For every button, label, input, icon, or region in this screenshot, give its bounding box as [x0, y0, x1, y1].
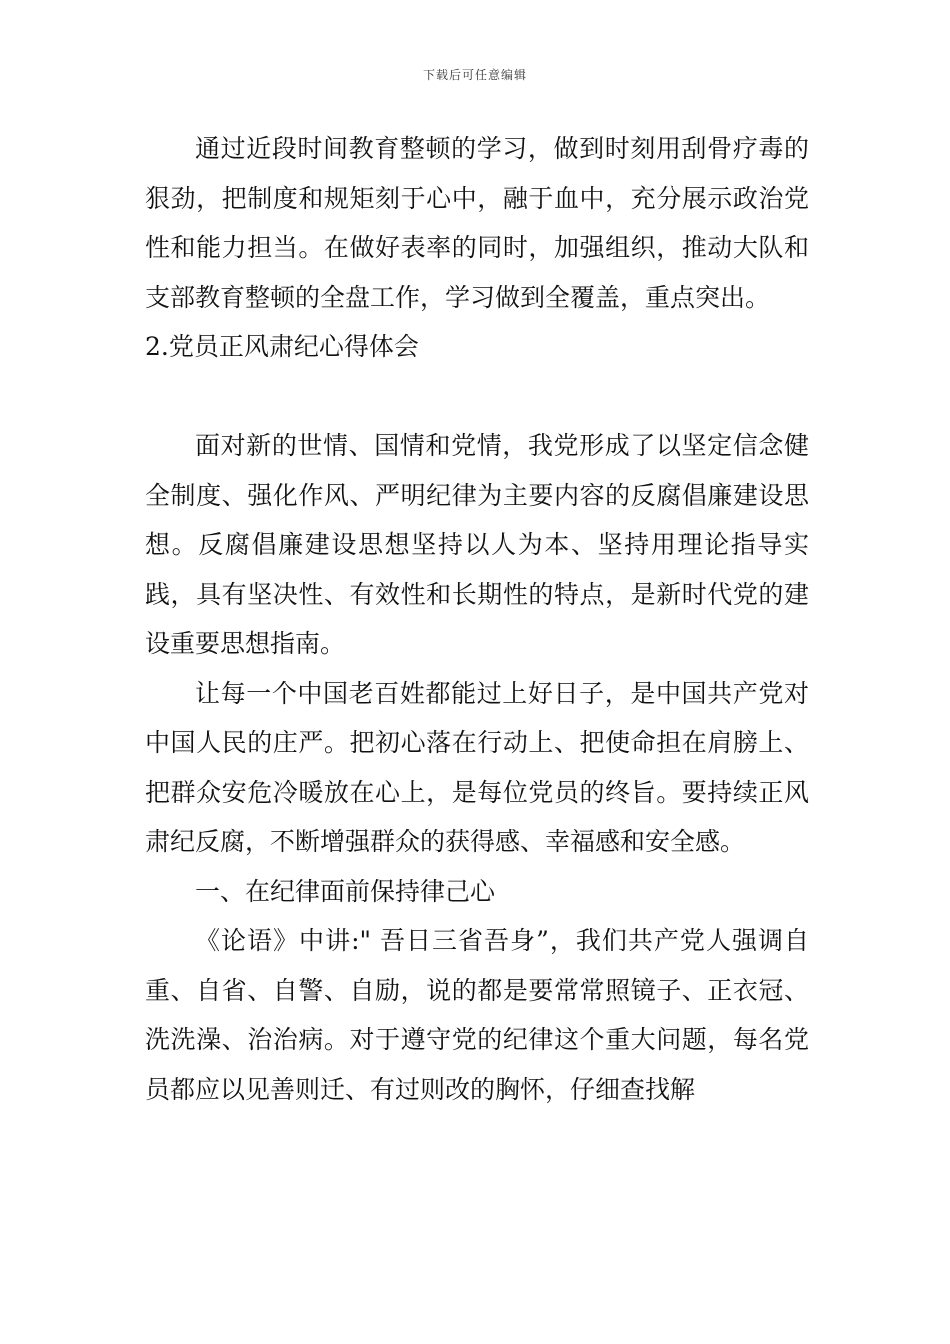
page-header-note: 下载后可任意编辑 — [422, 68, 527, 82]
subheading: 一、在纪律面前保持律己心 — [195, 876, 496, 906]
blank-line — [145, 372, 809, 422]
document-body — [145, 124, 809, 1114]
paragraph-2: 面对新的世情、国情和党情，我党形成了以坚定信念健全制度、强化作风、严明纪律为主要内容的反腐倡廉建设思想。反腐倡廉建设思想坚持以人为本、坚持用理论指导实践，具有坚决性、有效性和长期性的特点，是新时代党的建设重要思想指南。 — [145, 431, 809, 658]
paragraph-3: 让每一个中国老百姓都能过上好日子，是中国共产党对中国人民的庄严。把初心落在行动上、把使命担在肩膀上、把群众安危冷暖放在心上，是每位党员的终旨。要持续正风肃纪反腐，不断增强群众的获得感、幸福感和安全感。 — [145, 678, 809, 856]
paragraph-4: 《论语》中讲:" 吾日三省吾身”，我们共产党人强调自重、自省、自警、自励，说的都是要常常照镜子、正衣冠、洗洗澡、治治病。对于遵守党的纪律这个重大问题，每名党员都应以见善则迁、有过则改的胸怀，仔细查找解 — [145, 926, 809, 1104]
section-title: 2.党员正风肃纪心得体会 — [145, 332, 419, 361]
paragraph-1: 通过近段时间教育整顿的学习，做到时刻用刮骨疗毒的狠劲，把制度和规矩刻于心中，融于血中，充分展示政治党性和能力担当。在做好表率的同时，加强组织，推动大队和支部教育整顿的全盘工作，学习做到全覆盖，重点突出。 — [145, 134, 809, 312]
